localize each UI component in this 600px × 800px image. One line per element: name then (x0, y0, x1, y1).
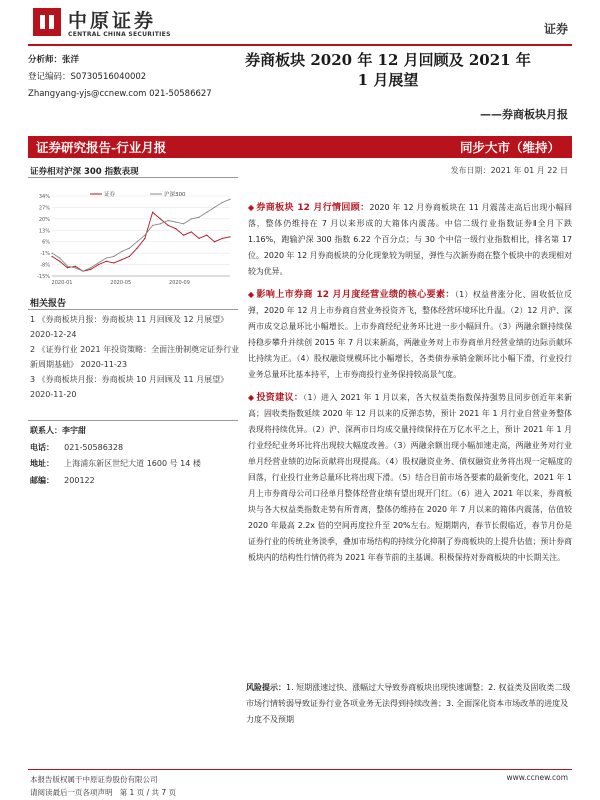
data-point (152, 225, 153, 226)
data-point (229, 199, 230, 200)
data-point (51, 253, 52, 254)
section-investment-advice (248, 390, 572, 566)
x-tick-label: 2020-01 (51, 280, 73, 286)
data-point (82, 271, 83, 272)
data-point (113, 262, 114, 263)
analyst-name: 张洋 (62, 55, 80, 65)
data-point (137, 248, 138, 249)
legend-label: 沪深300 (164, 192, 186, 198)
company-name-en: CENTRAL CHINA SECURITIES (68, 31, 171, 38)
chart-caption: 证券相对沪深 300 指数表现 (30, 167, 139, 177)
reg-code: S0730516040002 (70, 72, 147, 82)
data-point (67, 267, 68, 268)
data-point (175, 222, 176, 223)
data-point (129, 248, 130, 249)
data-point (191, 231, 192, 232)
rating: 同步大市（维持） (459, 140, 560, 155)
data-point (175, 228, 176, 229)
publish-date-label: 发布日期： (450, 166, 491, 175)
data-point (113, 256, 114, 257)
data-point (75, 266, 76, 267)
y-tick-label: -8% (40, 262, 50, 269)
sector-tag: 证券 (543, 22, 568, 36)
data-point (144, 235, 145, 236)
data-point (160, 218, 161, 219)
main-content (248, 200, 572, 573)
data-point (59, 261, 60, 262)
data-point (214, 241, 215, 242)
data-point (229, 236, 230, 237)
series-line (52, 199, 230, 271)
zip-value: 200122 (64, 475, 95, 485)
bullet-icon: ◆ (248, 290, 255, 299)
report-title-line2: 1 月展望 (357, 71, 419, 89)
y-tick-label: 6% (42, 239, 50, 246)
y-tick-label: 34% (38, 194, 50, 200)
data-point (90, 267, 91, 268)
report-subtitle: ——券商板块月报 (480, 108, 568, 121)
y-tick-label: -15% (37, 274, 50, 280)
data-point (106, 257, 107, 258)
company-name-cn: 中原证券 (68, 10, 157, 32)
data-point (214, 207, 215, 208)
risk-text: 1. 短期涨速过快、涨幅过大导致券商板块出现快速调整；2. 权益类及固收类二级市场行情转弱导致证券行业各项业务无法得到持续改善；3. 全面深化资本市场改革的进度及力度不及预期 (246, 683, 571, 724)
footer-notice (30, 773, 176, 799)
publish-date-value: 2021 年 01 月 22 日 (490, 166, 568, 175)
data-point (198, 238, 199, 239)
footer-divider (28, 769, 572, 770)
data-point (183, 235, 184, 236)
reg-label: 登记编码： (28, 72, 71, 82)
header-divider (28, 44, 572, 46)
data-point (129, 256, 130, 257)
y-tick-label: -1% (40, 251, 50, 258)
data-point (144, 238, 145, 239)
contact-info (30, 423, 240, 489)
related-reports-list (30, 312, 240, 402)
website-link[interactable]: www.ccnew.com (506, 773, 568, 782)
contact-person: 李宇甜 (62, 426, 86, 435)
y-tick-label: 27% (38, 205, 50, 212)
data-point (160, 223, 161, 224)
data-point (51, 256, 52, 257)
contact-person-label: 联系人： (30, 426, 62, 435)
data-point (191, 218, 192, 219)
report-type: 证券研究报告-行业月报 (36, 140, 167, 155)
related-report-item[interactable]: 2 《证券行业 2021 年投资策略：全面注册制奠定证券行业新周期基础》 2020-11-23 (30, 345, 240, 369)
bullet-icon: ◆ (248, 393, 255, 402)
section-text: （1）进入 2021 年 1 月以来，各大权益类指数保持强势且同步创近年来新高；固收类指数延续 2020 年 12 月以来的反弹态势，预计 2021 年 1 月行业自营业务整体表现将持续优异。（2）沪、深两市日均成交量持续保持在万亿水平之上，预计 2021 年 1 月行业经纪业务环比将出现较大幅度改善。（3）两融余额出现小幅加速走高，两融业务对行业单月经营业绩的边际贡献将出现提高。（4）股权融资业务、债权融资业务将出现一定幅度的回落，行业投行业务总量环比将出现下滑。（5）结合目前市场各要素的最新变化，2021 年 1 月上市券商母公司口径单月整体经营业绩有望出现开门红。（6）进入 2021 年以来，券商板块与各大权益类指数走势有所背离，整体仍维持在 2020 年 7 月以来的箱体内震荡，估值较 2020 年最高 2.2x 倍的空间再度拉升至 20%左右。短期期内，春节长假临近，春节月份是证券行业的传统业务淡季，叠加市场结构的持续分化抑制了券商板块的上提升估值；预计券商板块内的结构性行情仍将为 2021 年春节前的主基调。积极保持对券商板块的中长期关注。 (248, 393, 572, 562)
section-text: 2020 年 12 月券商板块在 11 月震荡走高后出现小幅回落，整体仍维持在 7 月以来形成的大箱体内震荡。中信二级行业指数证券Ⅱ全月下跌 1.16%，跑输沪深 300 指数 6.22 个百分点；与 30 个中信一级行业指数相比，排名第 17 位。2020 年 12 月券商板块的分化现象较为明显，弹性与次新券商在整个板块中的表现相对较为优异。 (248, 203, 572, 276)
related-reports-title: 相关报告 (30, 299, 67, 309)
data-point (198, 217, 199, 218)
data-point (183, 223, 184, 224)
data-point (121, 251, 122, 252)
section-market-review (248, 200, 572, 280)
risk-label: 风险提示： (246, 683, 286, 692)
y-tick-label: 13% (38, 228, 50, 235)
analyst-contact: Zhangyang-yjs@ccnew.com 021-50586627 (28, 89, 212, 99)
legend-label: 证券 (104, 192, 116, 198)
related-report-item[interactable]: 3 《券商板块月报：券商板块 10 月回顾及 11 月展望》 2020-11-20 (30, 375, 229, 399)
data-point (206, 212, 207, 213)
section-key: 券商板块 12 月行情回顾： (256, 203, 370, 213)
page-number: 第 1 页 / 共 7 页 (119, 788, 177, 797)
tel-value: 021-50586328 (64, 442, 124, 452)
risk-warning (246, 680, 572, 728)
data-point (167, 225, 168, 226)
data-point (59, 257, 60, 258)
data-point (137, 241, 138, 242)
x-tick-label: 2020-05 (110, 280, 132, 286)
zip-label: 邮编： (30, 475, 54, 485)
publish-date (451, 165, 568, 176)
y-tick-label: 20% (38, 216, 50, 223)
data-point (90, 269, 91, 270)
section-core-factors (248, 287, 572, 383)
relative-performance-chart (30, 190, 236, 288)
report-title-line1: 券商板块 2020 年 12 月回顾及 2021 年 (245, 51, 531, 69)
address-value: 上海浦东新区世纪大道 1600 号 14 楼 (64, 459, 201, 468)
data-point (121, 259, 122, 260)
data-point (222, 238, 223, 239)
report-title (228, 50, 548, 90)
contact-divider (28, 420, 238, 421)
data-point (98, 262, 99, 263)
data-point (106, 261, 107, 262)
data-point (152, 212, 153, 213)
address-label: 地址： (30, 459, 54, 468)
bullet-icon: ◆ (248, 203, 255, 212)
section-text: （1）权益普涨分化、固收低位反弹，2020 年 12 月上市券商自营业务投资齐飞，整体经营环境环比升温。（2）12 月沪、深两市成交总量环比小幅增长。上市券商经纪业务环比进一步小幅回升。（3）两融余额持续保持稳步攀升并续创 2015 年 7 月以来新高，两融业务对上市券商单月经营业绩的边际贡献环比持续为正。（4）股权融资规模环比小幅增长，各类债券承销金额环比小幅下滑，行业投行业务总量环比基本持平，上市券商投行业务保持较高景气度。 (248, 290, 572, 379)
x-tick-label: 2020-09 (169, 280, 190, 286)
section-key: 影响上市券商 12 月月度经营业绩的核心要素： (256, 290, 455, 300)
tel-label: 电话： (30, 442, 54, 452)
section-key: 投资建议： (256, 393, 304, 403)
related-report-item[interactable]: 1 《券商板块月报：券商板块 11 月回顾及 12 月展望》 2020-12-24 (30, 315, 229, 339)
related-divider (28, 309, 238, 310)
copyright-text: 本报告版权属于中原证券股份有限公司 (30, 775, 158, 784)
data-point (98, 264, 99, 265)
data-point (222, 202, 223, 203)
data-point (75, 267, 76, 268)
data-point (67, 266, 68, 267)
company-logo-icon (33, 8, 61, 36)
left-divider (28, 177, 238, 178)
analyst-label: 分析师： (28, 55, 63, 65)
disclaimer-text: 请阅读最后一页各项声明 (30, 788, 113, 797)
analyst-info (28, 52, 212, 103)
data-point (167, 220, 168, 221)
data-point (206, 235, 207, 236)
